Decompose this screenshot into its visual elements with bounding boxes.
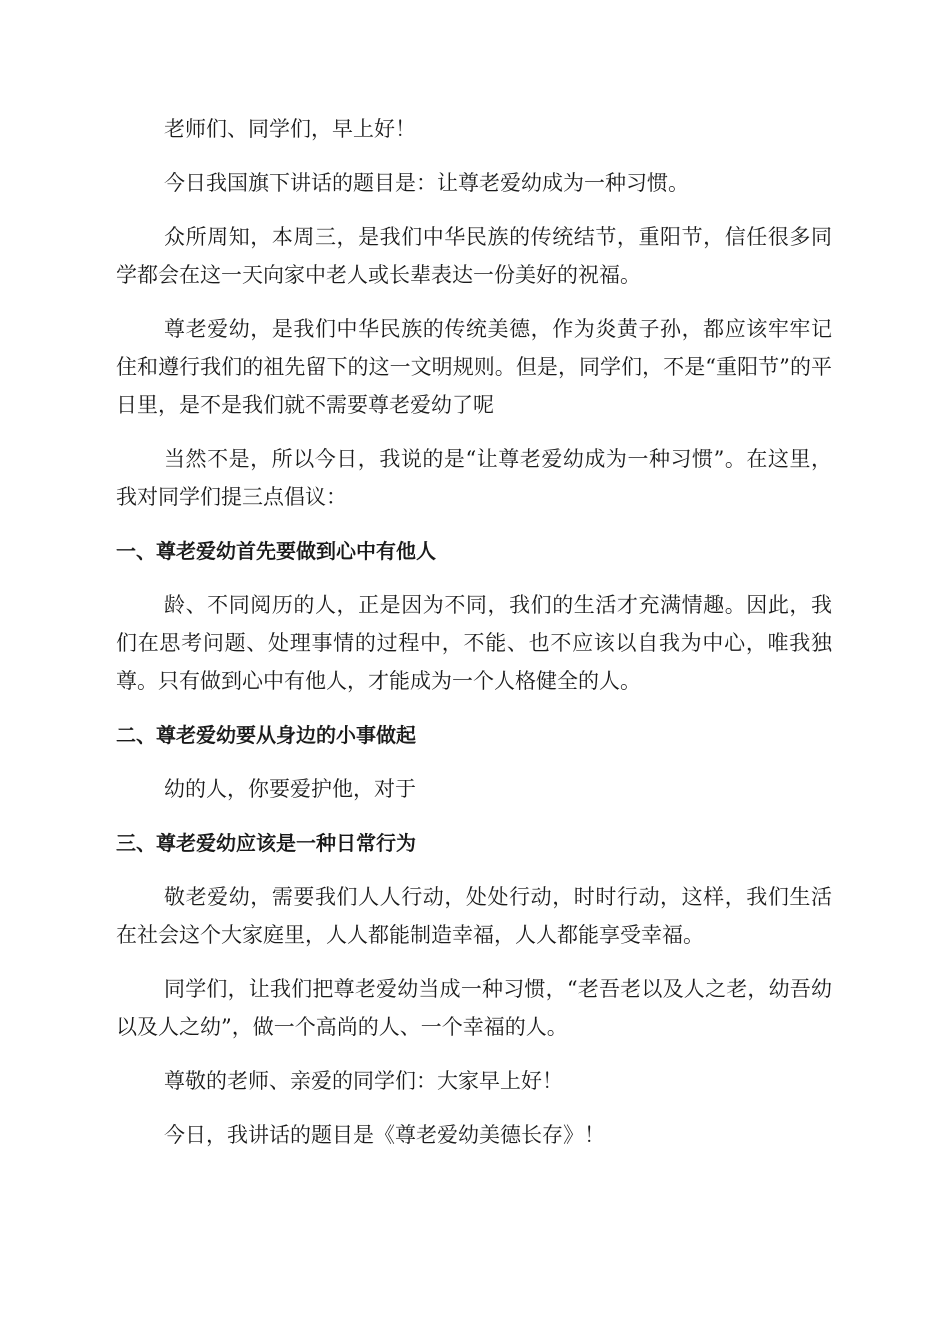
greeting-paragraph: 尊敬的老师、亲爱的同学们：大家早上好！ <box>164 1069 563 1093</box>
body-paragraph: 当然不是，所以今日，我说的是“让尊老爱幼成为一种习惯”。在这里，我对同学们提三点倡议： <box>116 447 832 509</box>
body-paragraph: 同学们，让我们把尊老爱幼当成一种习惯，“老吾老以及人之老，幼吾幼以及人之幼”，做一个高尚的人、一个幸福的人。 <box>116 977 832 1039</box>
body-paragraph: 幼的人，你要爱护他，对于 <box>164 777 416 801</box>
document-page <box>116 110 832 1170</box>
section-heading-3: 三、尊老爱幼应该是一种日常行为 <box>116 831 416 855</box>
section-heading-1: 一、尊老爱幼首先要做到心中有他人 <box>116 539 436 563</box>
topic-paragraph: 今日我国旗下讲话的题目是：让尊老爱幼成为一种习惯。 <box>164 171 689 195</box>
body-paragraph: 敬老爱幼，需要我们人人行动，处处行动，时时行动，这样，我们生活在社会这个大家庭里，人人都能制造幸福，人人都能享受幸福。 <box>116 885 832 947</box>
body-paragraph: 尊老爱幼，是我们中华民族的传统美德，作为炎黄子孙，都应该牢牢记住和遵行我们的祖先留下的这一文明规则。但是，同学们，不是“重阳节”的平日里，是不是我们就不需要尊老爱幼了呢 <box>116 317 832 417</box>
topic-paragraph: 今日，我讲话的题目是《尊老爱幼美德长存》！ <box>164 1123 605 1147</box>
greeting-paragraph: 老师们、同学们，早上好！ <box>164 117 416 141</box>
section-heading-2: 二、尊老爱幼要从身边的小事做起 <box>116 723 416 747</box>
body-paragraph: 龄、不同阅历的人，正是因为不同，我们的生活才充满情趣。因此，我们在思考问题、处理事情的过程中，不能、也不应该以自我为中心，唯我独尊。只有做到心中有他人，才能成为一个人格健全的人。 <box>116 593 832 693</box>
body-paragraph: 众所周知，本周三，是我们中华民族的传统结节，重阳节，信任很多同学都会在这一天向家中老人或长辈表达一份美好的祝福。 <box>116 225 832 287</box>
